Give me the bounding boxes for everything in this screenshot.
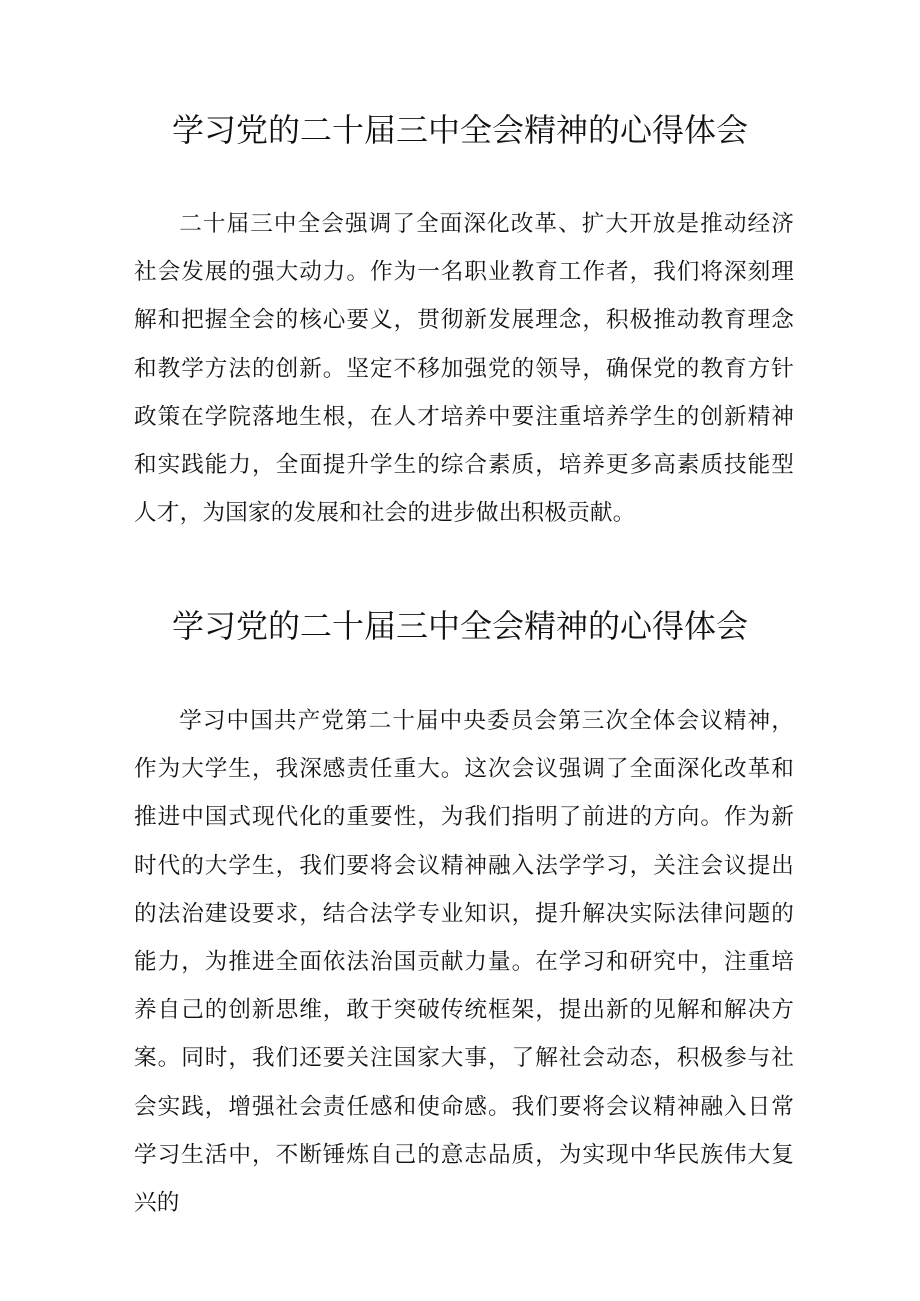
- section-1-body: 二十届三中全会强调了全面深化改革、扩大开放是推动经济社会发展的强大动力。作为一名职业教育工作者，我们将深刻理解和把握全会的核心要义，贯彻新发展理念，积极推动教育理念和教学方法的创新。坚定不移加强党的领导，确保党的教育方针政策在学院落地生根，在人才培养中要注重培养学生的创新精神和实践能力，全面提升学生的综合素质，培养更多高素质技能型人才，为国家的发展和社会的进步做出积极贡献。: [134, 211, 794, 527]
- section-2-title: 学习党的二十届三中全会精神的心得体会: [171, 607, 748, 645]
- section-2-body: 学习中国共产党第二十届中央委员会第三次全体会议精神，作为大学生，我深感责任重大。这次会议强调了全面深化改革和推进中国式现代化的重要性，为我们指明了前进的方向。作为新时代的大学生，我们要将会议精神融入法学学习，关注会议提出的法治建设要求，结合法学专业知识，提升解决实际法律问题的能力，为推进全面依法治国贡献力量。在学习和研究中，注重培养自己的创新思维，敢于突破传统框架，提出新的见解和解决方案。同时，我们还要关注国家大事，了解社会动态，积极参与社会实践，增强社会责任感和使命感。我们要将会议精神融入日常学习生活中，不断锤炼自己的意志品质，为实现中华民族伟大复兴的: [134, 708, 794, 1217]
- section-1-title: 学习党的二十届三中全会精神的心得体会: [171, 111, 748, 149]
